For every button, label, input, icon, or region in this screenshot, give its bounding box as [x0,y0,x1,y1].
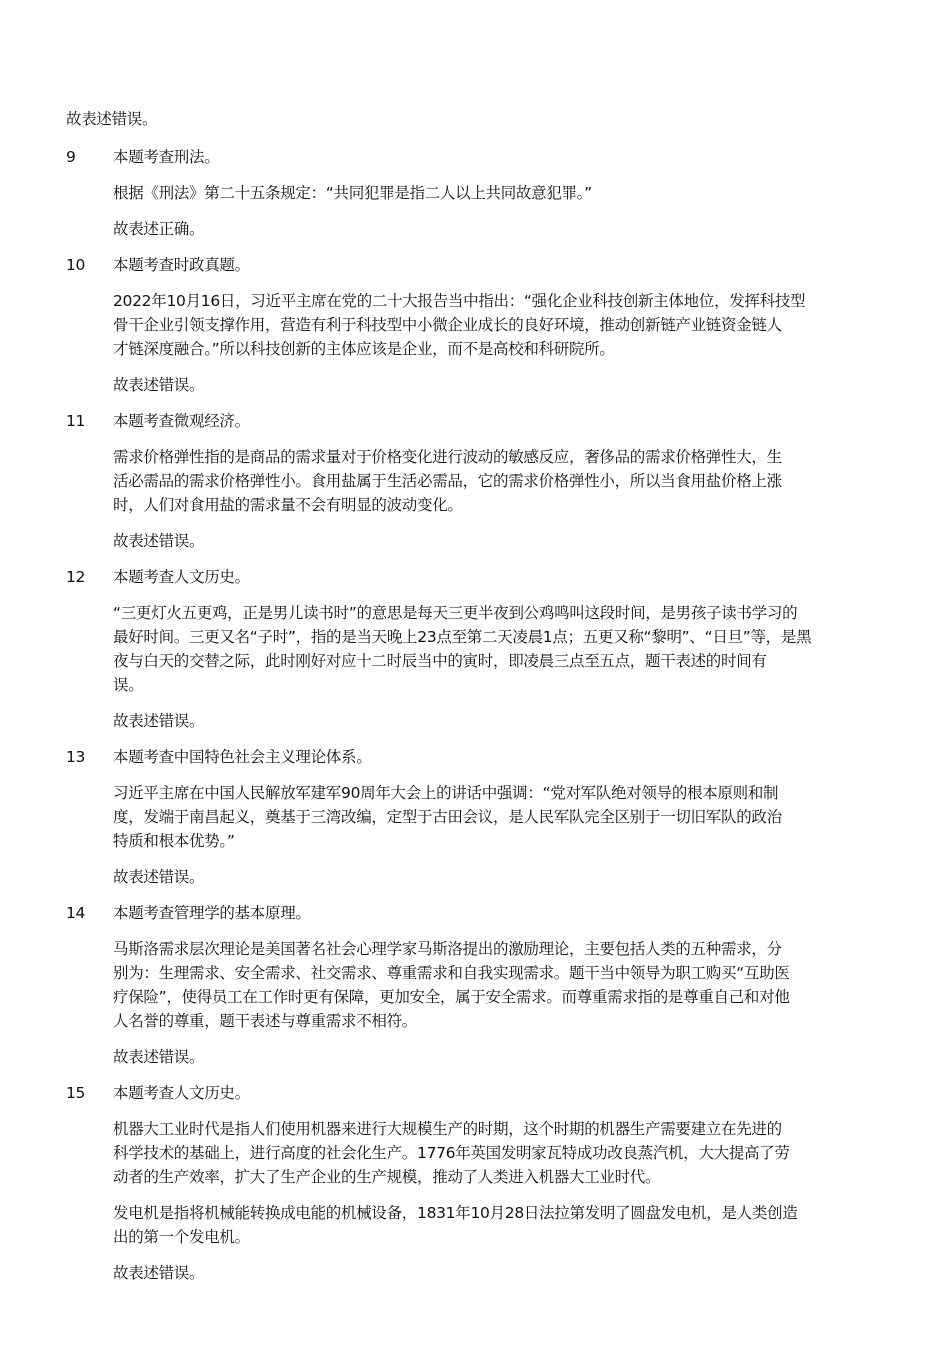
item-topic: 本题考查中国特色社会主义理论体系。 [113,748,372,766]
item-conclusion: 故表述错误。 [113,1264,205,1282]
item-paragraph-line: 时，人们对食用盐的需求量不会有明显的波动变化。 [113,496,463,514]
item-number: 10 [66,256,86,274]
item-conclusion: 故表述正确。 [113,220,205,238]
item-number: 15 [66,1084,86,1102]
item-paragraph-line: 才链深度融合。”所以科技创新的主体应该是企业，而不是高校和科研院所。 [113,340,615,358]
item-conclusion: 故表述错误。 [113,868,205,886]
item-paragraph-line: 习近平主席在中国人民解放军建军90周年大会上的讲话中强调：“党对军队绝对领导的根本原则和制 [113,784,779,802]
item-conclusion: 故表述错误。 [113,532,205,550]
item-number: 11 [66,412,86,430]
item-topic: 本题考查刑法。 [113,148,220,166]
item-paragraph-line: 动者的生产效率，扩大了生产企业的生产规模，推动了人类进入机器大工业时代。 [113,1168,661,1186]
item-paragraph-line: 夜与白天的交替之际，此时刚好对应十二时辰当中的寅时，即凌晨三点至五点，题干表述的时间有 [113,652,767,670]
item-paragraph-line: 科学技术的基础上，进行高度的社会化生产。1776年英国发明家瓦特成功改良蒸汽机，大大提高了劳 [113,1144,790,1162]
item-paragraph-line: 需求价格弹性指的是商品的需求量对于价格变化进行波动的敏感反应，奢侈品的需求价格弹性大，生 [113,448,782,466]
item-number: 9 [66,148,76,166]
item-topic: 本题考查人文历史。 [113,568,250,586]
item-topic: 本题考查时政真题。 [113,256,250,274]
item-conclusion: 故表述错误。 [113,712,205,730]
item-conclusion: 故表述错误。 [113,1048,205,1066]
item-paragraph-line: 骨干企业引领支撑作用，营造有利于科技型中小微企业成长的良好环境，推动创新链产业链资金链人 [113,316,782,334]
item-paragraph-line: 机器大工业时代是指人们使用机器来进行大规模生产的时期，这个时期的机器生产需要建立在先进的 [113,1120,782,1138]
item-paragraph-line: 疗保险”，使得员工在工作时更有保障，更加安全，属于安全需求。而尊重需求指的是尊重自己和对他 [113,988,790,1006]
item-paragraph-line: 最好时间。三更又名“子时”，指的是当天晚上23点至第二天凌晨1点；五更又称“黎明”、“日旦”等，是黑 [113,628,812,646]
item-paragraph-line: 发电机是指将机械能转换成电能的机械设备，1831年10月28日法拉第发明了圆盘发电机，是人类创造 [113,1204,798,1222]
item-number: 12 [66,568,86,586]
item-paragraph-line: 特质和根本优势。” [113,832,235,850]
item-topic: 本题考查管理学的基本原理。 [113,904,311,922]
item-paragraph-line: 马斯洛需求层次理论是美国著名社会心理学家马斯洛提出的激励理论，主要包括人类的五种需求，分 [113,940,782,958]
item-topic: 本题考查人文历史。 [113,1084,250,1102]
item-paragraph-line: 别为：生理需求、安全需求、社交需求、尊重需求和自我实现需求。题干当中领导为职工购买“互助医 [113,964,790,982]
item-paragraph-line: 根据《刑法》第二十五条规定：“共同犯罪是指二人以上共同故意犯罪。” [113,184,592,202]
item-paragraph-line: 出的第一个发电机。 [113,1228,250,1246]
item-topic: 本题考查微观经济。 [113,412,250,430]
item-number: 13 [66,748,86,766]
item-paragraph-line: 人名誉的尊重，题干表述与尊重需求不相符。 [113,1012,418,1030]
item-paragraph-line: 度，发端于南昌起义，奠基于三湾改编，定型于古田会议，是人民军队完全区别于一切旧军队的政治 [113,808,782,826]
item-conclusion: 故表述错误。 [113,376,205,394]
lead-conclusion: 故表述错误。 [66,110,158,128]
item-paragraph-line: “三更灯火五更鸡，正是男儿读书时”的意思是每天三更半夜到公鸡鸣叫这段时间，是男孩子读书学习的 [113,604,798,622]
item-paragraph-line: 活必需品的需求价格弹性小。食用盐属于生活必需品，它的需求价格弹性小，所以当食用盐价格上涨 [113,472,782,490]
item-number: 14 [66,904,86,922]
item-paragraph-line: 2022年10月16日，习近平主席在党的二十大报告当中指出：“强化企业科技创新主体地位，发挥科技型 [113,292,806,310]
item-paragraph-line: 误。 [113,676,144,694]
